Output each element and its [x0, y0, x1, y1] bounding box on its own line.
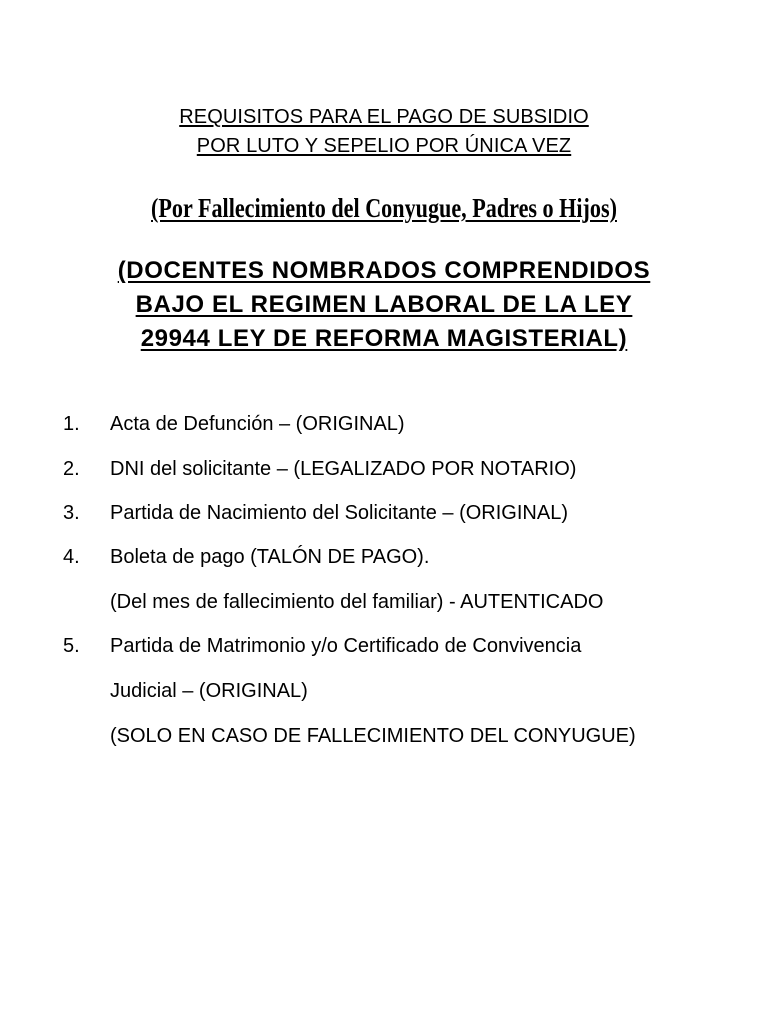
list-item-continuation: [0, 680, 768, 708]
document-subtitle: (Por Fallecimiento del Conyugue, Padres o Hijos): [151, 193, 617, 223]
document-heading-line-1: (DOCENTES NOMBRADOS COMPRENDIDOS: [117, 257, 651, 284]
list-item: [0, 502, 768, 530]
document-title-line-2: POR LUTO Y SEPELIO POR ÚNICA VEZ: [196, 135, 572, 157]
list-item-text: DNI del solicitante – (LEGALIZADO POR NOTARIO): [110, 458, 577, 480]
document-title-line-1: REQUISITOS PARA EL PAGO DE SUBSIDIO: [179, 106, 589, 128]
list-item: [0, 458, 768, 486]
list-item-continuation: [0, 591, 768, 619]
list-item-text: Judicial – (ORIGINAL): [110, 680, 308, 702]
list-item-number: 3.: [63, 502, 80, 524]
list-item: [0, 413, 768, 441]
list-item: [0, 546, 768, 574]
list-item-text: (Del mes de fallecimiento del familiar) - AUTENTICADO: [110, 591, 604, 613]
document-heading-line-3: 29944 LEY DE REFORMA MAGISTERIAL): [140, 325, 628, 352]
list-item-text: Boleta de pago (TALÓN DE PAGO).: [110, 546, 430, 568]
list-item-number: 1.: [63, 413, 80, 435]
list-item-text: Partida de Nacimiento del Solicitante – (ORIGINAL): [110, 502, 568, 524]
list-item-continuation: [0, 725, 768, 753]
list-item-text: (SOLO EN CASO DE FALLECIMIENTO DEL CONYUGUE): [110, 725, 636, 747]
document-heading-line-2: BAJO EL REGIMEN LABORAL DE LA LEY: [135, 291, 633, 318]
list-item-number: 5.: [63, 635, 80, 657]
list-item: [0, 635, 768, 663]
list-item-text: Acta de Defunción – (ORIGINAL): [110, 413, 405, 435]
list-item-text: Partida de Matrimonio y/o Certificado de Convivencia: [110, 635, 582, 657]
list-item-number: 4.: [63, 546, 80, 568]
list-item-number: 2.: [63, 458, 80, 480]
